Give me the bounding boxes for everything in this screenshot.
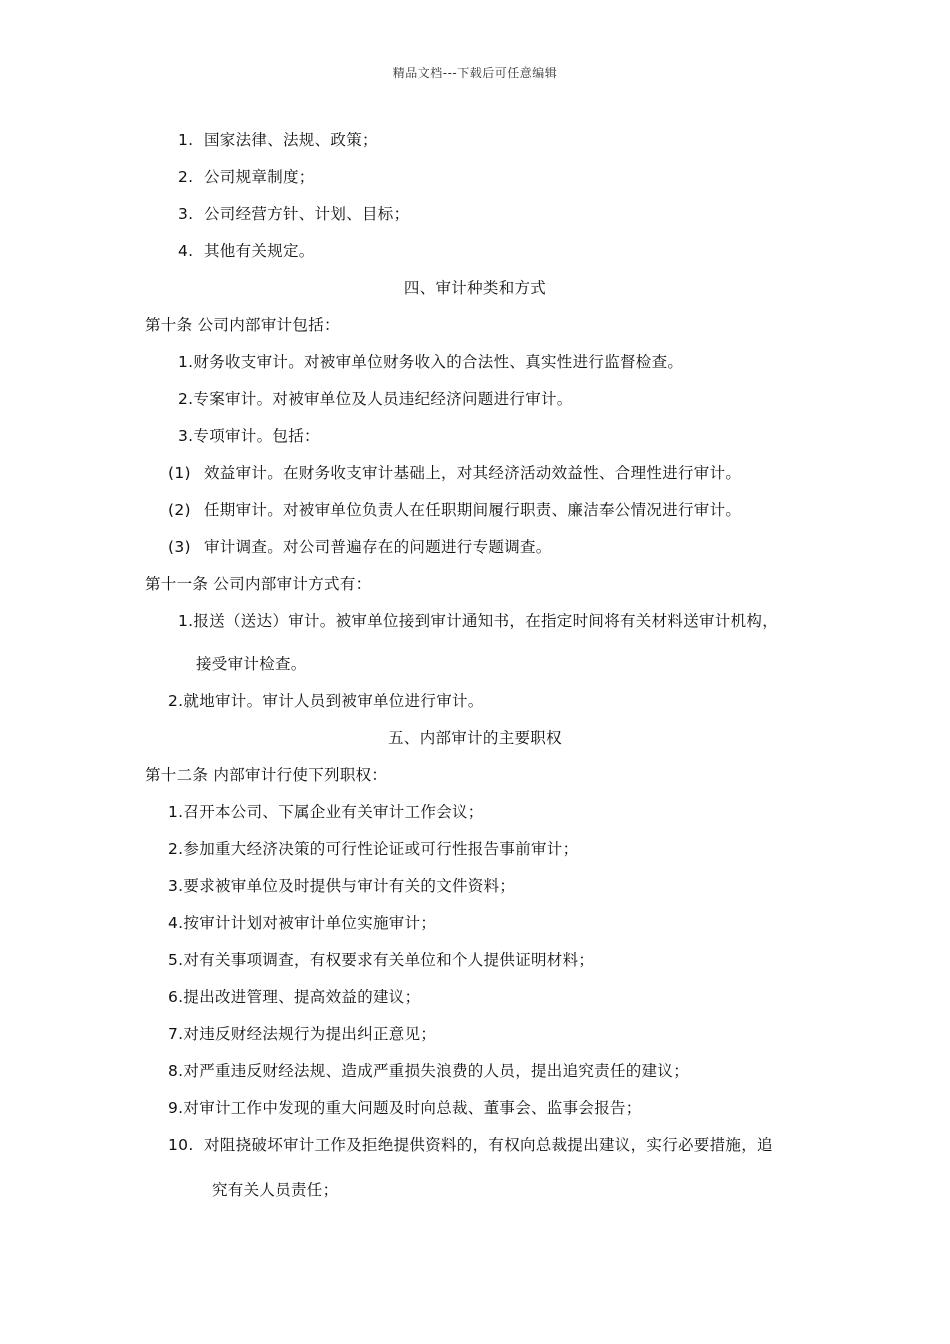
list-item (168, 537, 552, 557)
section-heading: 五、内部审计的主要职权 (388, 729, 562, 747)
list-item (168, 500, 741, 520)
list-text: 效益审计。在财务收支审计基础上，对其经济活动效益性、合理性进行审计。 (204, 464, 742, 482)
list-item: 3.要求被审单位及时提供与审计有关的文件资料； (168, 877, 516, 895)
article-title: 第十一条 公司内部审计方式有： (145, 575, 372, 593)
list-number: 2. (178, 168, 194, 186)
list-item: 4.按审计计划对被审计单位实施审计； (168, 914, 437, 932)
list-text: 公司经营方针、计划、目标； (204, 205, 410, 223)
list-item: 3.专项审计。包括： (178, 427, 320, 445)
list-item: 1.召开本公司、下属企业有关审计工作会议； (168, 803, 484, 821)
list-item: 7.对违反财经法规行为提出纠正意见； (168, 1025, 437, 1043)
list-item: 2.参加重大经济决策的可行性论证或可行性报告事前审计； (168, 840, 579, 858)
list-item: 8.对严重违反财经法规、造成严重损失浪费的人员，提出追究责任的建议； (168, 1062, 689, 1080)
list-item (168, 463, 741, 483)
page-header: 精品文档---下载后可任意编辑 (392, 66, 558, 80)
list-item-continuation: 究有关人员责任； (212, 1181, 339, 1199)
list-text: 任期审计。对被审单位负责人在任职期间履行职责、廉洁奉公情况进行审计。 (204, 501, 742, 519)
list-item: 6.提出改进管理、提高效益的建议； (168, 988, 421, 1006)
list-item (178, 241, 315, 261)
list-item: 1.报送（送达）审计。被审单位接到审计通知书，在指定时间将有关材料送审计机构， (178, 612, 778, 630)
list-text: 国家法律、法规、政策； (204, 131, 378, 149)
list-item: 9.对审计工作中发现的重大问题及时向总裁、董事会、监事会报告； (168, 1099, 642, 1117)
list-number: 3. (178, 205, 194, 223)
list-text: 公司规章制度； (204, 168, 315, 186)
article-title: 第十条 公司内部审计包括： (145, 316, 340, 334)
list-item (178, 130, 378, 150)
list-text: 对阻挠破坏审计工作及拒绝提供资料的，有权向总裁提出建议，实行必要措施，追 (204, 1136, 773, 1154)
list-number: 4. (178, 242, 194, 260)
list-text: 其他有关规定。 (204, 242, 315, 260)
list-item (178, 204, 409, 224)
list-item: 5.对有关事项调查，有权要求有关单位和个人提供证明材料； (168, 951, 595, 969)
list-item (168, 1135, 773, 1155)
section-heading: 四、审计种类和方式 (403, 279, 547, 297)
list-text: 审计调查。对公司普遍存在的问题进行专题调查。 (204, 538, 552, 556)
list-number: (1) (168, 464, 191, 482)
article-title: 第十二条 内部审计行使下列职权： (145, 766, 388, 784)
list-item: 1.财务收支审计。对被审单位财务收入的合法性、真实性进行监督检查。 (178, 353, 684, 371)
list-number: 1. (178, 131, 194, 149)
list-number: (3) (168, 538, 191, 556)
list-item: 2.就地审计。审计人员到被审单位进行审计。 (168, 692, 484, 710)
list-item: 2.专案审计。对被审单位及人员违纪经济问题进行审计。 (178, 390, 573, 408)
list-number: 10. (168, 1136, 194, 1154)
list-number: (2) (168, 501, 191, 519)
list-item (178, 167, 315, 187)
list-item-continuation: 接受审计检查。 (196, 655, 307, 673)
